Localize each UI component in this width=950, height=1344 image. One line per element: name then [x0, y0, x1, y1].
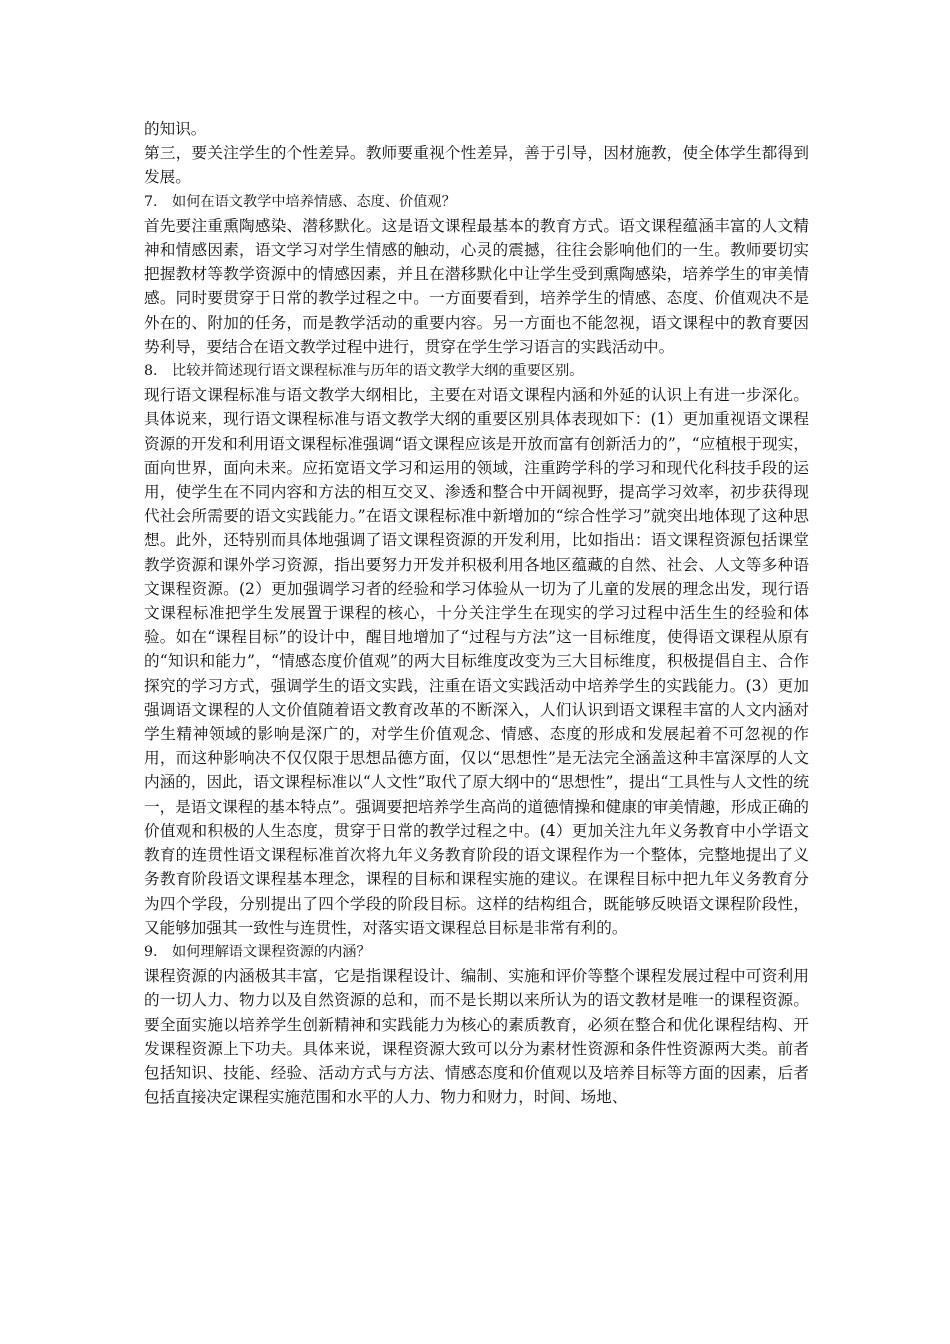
answer-7: 首先要注重熏陶感染、潜移默化。这是语文课程最基本的教育方式。语文课程蕴涵丰富的人文精神和情感因素，语文学习对学生情感的触动，心灵的震撼，往往会影响他们的一生。教师要切实把握教材等教学资源中的情感因素，并且在潜移默化中让学生受到熏陶感染，培养学生的审美情感。同时要贯穿于日常的教学过程之中。一方面要看到，培养学生的情感、态度、价值观决不是外在的、附加的任务，而是教学活动的重要内容。另一方面也不能忽视，语文课程中的教育要因势利导，要结合在语文教学过程中进行，贯穿在学生学习语言的实践活动中。 — [144, 216, 809, 356]
paragraph-continuation: 的知识。 — [144, 120, 207, 138]
question-text: 比较并简述现行语文课程标准与历年的语文教学大纲的重要区别。 — [172, 363, 584, 380]
document-page — [144, 117, 809, 1109]
question-number: 8. — [144, 363, 158, 380]
question-9 — [144, 940, 809, 964]
question-text: 如何理解语文课程资源的内涵？ — [172, 943, 371, 960]
question-number: 9. — [144, 943, 158, 960]
question-number: 7. — [144, 193, 158, 210]
question-8 — [144, 359, 809, 383]
answer-8: 现行语文课程标准与语文教学大纲相比，主要在对语文课程内涵和外延的认识上有进一步深化。具体说来，现行语文课程标准与语文教学大纲的重要区别具体表现如下：(1）更加重视语文课程资源的开发和利用语文课程标准强调“语文课程应该是开放而富有创新活力的”，“应植根于现实，面向世界，面向未来。应拓宽语文学习和运用的领域，注重跨学科的学习和现代化科技手段的运用，使学生在不同内容和方法的相互交叉、渗透和整合中开阔视野，提高学习效率，初步获得现代社会所需要的语文实践能力。”在语文课程标准中新增加的“综合性学习”就突出地体现了这种思想。此外，还特别而具体地强调了语文课程资源的开发利用，比如指出：语文课程资源包括课堂教学资源和课外学习资源，指出要努力开发并积极利用各地区蕴藏的自然、社会、人文等多种语文课程资源。(2）更加强调学习者的经验和学习体验从一切为了儿童的发展的理念出发，现行语文课程标准把学生发展置于课程的核心，十分关注学生在现实的学习过程中活生生的经验和体验。如在“课程目标”的设计中，醒目地增加了“过程与方法”这一目标维度，使得语文课程从原有的“知识和能力”，“情感态度价值观”的两大目标维度改变为三大目标维度，积极提倡自主、合作探究的学习方式，强调学生的语文实践，注重在语文实践活动中培养学生的实践能力。(3）更加强调语文课程的人文价值随着语文教育改革的不断深入，人们认识到语文课程丰富的人文内涵对学生精神领域的影响是深广的，对学生价值观念、情感、态度的形成和发展起着不可忽视的作用，而这种影响决不仅仅限于思想品德方面，仅以“思想性”是无法完全涵盖这种丰富深厚的人文内涵的，因此，语文课程标准以“人文性”取代了原大纲中的“思想性”，提出“工具性与人文性的统一，是语文课程的基本特点”。强调要把培养学生高尚的道德情操和健康的审美情趣，形成正确的价值观和积极的人生态度，贯穿于日常的教学过程之中。(4）更加关注九年义务教育中小学语文教育的连贯性语文课程标准首次将九年义务教育阶段的语文课程作为一个整体，完整地提出了义务教育阶段语文课程基本理念，课程的目标和课程实施的建议。在课程目标中把九年义务教育分为四个学段，分别提出了四个学段的阶段目标。这样的结构组合，既能够反映语文课程阶段性，又能够加强其一致性与连贯性，对落实语文课程总目标是非常有利的。 — [144, 386, 809, 937]
question-7 — [144, 190, 809, 214]
question-text: 如何在语文教学中培养情感、态度、价值观？ — [172, 193, 456, 210]
paragraph-individual-differences: 第三，要关注学生的个性差异。教师要重视个性差异，善于引导，因材施教，使全体学生都得到发展。 — [144, 144, 809, 187]
answer-9: 课程资源的内涵极其丰富，它是指课程设计、编制、实施和评价等整个课程发展过程中可资利用的一切人力、物力以及自然资源的总和，而不是长期以来所认为的语文教材是唯一的课程资源。要全面实施以培养学生创新精神和实践能力为核心的素质教育，必须在整合和优化课程结构、开发课程资源上下功夫。具体来说，课程资源大致可以分为素材性资源和条件性资源两大类。前者包括知识、技能、经验、活动方式与方法、情感态度和价值观以及培养目标等方面的因素，后者包括直接决定课程实施范围和水平的人力、物力和财力，时间、场地、 — [144, 967, 809, 1107]
